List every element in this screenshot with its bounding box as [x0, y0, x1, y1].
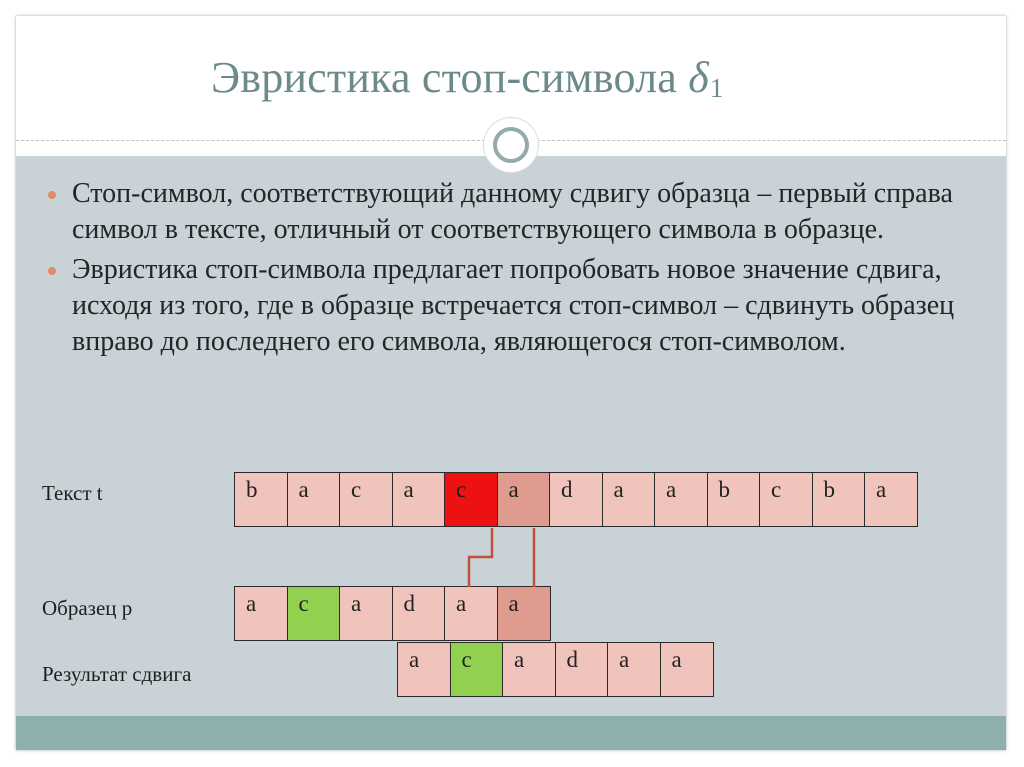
pattern-cell-3: d [392, 586, 446, 641]
text-cell-8: a [654, 472, 708, 527]
pattern-cell-4: a [444, 586, 498, 641]
circle-ornament-icon [484, 118, 538, 172]
bullet-item [46, 252, 986, 360]
slide-title [211, 52, 724, 104]
text-cell-12: a [864, 472, 918, 527]
shifted-cell-1: c [450, 642, 504, 697]
text-cells [234, 472, 918, 527]
shifted-cell-2: a [502, 642, 556, 697]
text-cell-5: a [497, 472, 551, 527]
shifted-pattern-cells [397, 642, 714, 697]
delta-subscript: 1 [709, 73, 724, 103]
pattern-cell-2: a [339, 586, 393, 641]
text-cell-6: d [549, 472, 603, 527]
shifted-cell-4: a [607, 642, 661, 697]
text-row-label: Текст t [42, 481, 103, 505]
pattern-cell-0: a [234, 586, 288, 641]
text-cell-3: a [392, 472, 446, 527]
pattern-cell-5: a [497, 586, 551, 641]
text-cell-9: b [707, 472, 761, 527]
bullet-list [46, 176, 986, 360]
text-cell-10: c [759, 472, 813, 527]
slide-title-text: Эвристика стоп-символа [211, 53, 689, 102]
bullet-dot-icon [48, 267, 56, 275]
text-cell-4: c [444, 472, 498, 527]
footer-bar [16, 716, 1006, 750]
bullet-dot-icon [48, 191, 56, 199]
bullet-text: Эвристика стоп-символа предлагает попробовать новое значение сдвига, исходя из того, где в образце встречается стоп-символ – сдвинуть образец вправо до последнего его символа, являющегося стоп-символом. [72, 254, 955, 357]
text-cell-7: a [602, 472, 656, 527]
text-cell-0: b [234, 472, 288, 527]
text-cell-1: a [287, 472, 341, 527]
shifted-cell-3: d [555, 642, 609, 697]
text-cell-11: b [812, 472, 866, 527]
pattern-cells [234, 586, 551, 641]
text-cell-2: c [339, 472, 393, 527]
shifted-cell-5: a [660, 642, 714, 697]
shift-row-label: Результат сдвига [42, 662, 192, 686]
pattern-cell-1: c [287, 586, 341, 641]
bullet-text: Стоп-символ, соответствующий данному сдвигу образца – первый справа символ в тексте, отличный от соответствующего символа в образце. [72, 178, 953, 245]
shifted-cell-0: a [397, 642, 451, 697]
delta-symbol: δ [688, 53, 709, 102]
bullet-item [46, 176, 986, 248]
pattern-row-label: Образец p [42, 596, 133, 620]
slide [16, 16, 1006, 750]
